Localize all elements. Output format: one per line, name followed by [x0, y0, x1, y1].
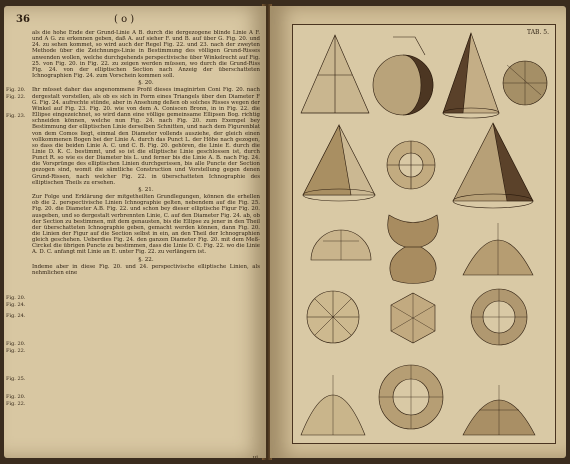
margin-ref: Fig. 20. — [6, 87, 26, 93]
ring-figure — [379, 365, 443, 429]
dome-figure — [311, 230, 371, 260]
margin-ref: Fig. 22. — [6, 348, 26, 354]
signature-mark: ui — [252, 455, 258, 458]
paragraph: als die hohe Ende der Grund-Linie A B. durch die dergezogene blinde Linie A F. und A G. zu erkennen geben, daß A. auf sieher F. und B. auf über G. Fig. 20. und 24. zu sehen kommet, so wird auch der Regel Fig. 22. und 23. nach der zweyten Methode über die Zeichnungs-Linie in Bestimmung des völligen Grund-Risses anwenden wollen, welche durchgehends perspectivische über Winkelrecht auf Fig. 25. von Fig. 20. in Fig. 22. zu zeigen werden müssen, wo durch die Grund-Riss Fig. 24. von der elliptischen Section nach Anzeig der überschatteten Ichnographien Fig. 24. zum Vorschein kommen soll. — [32, 30, 260, 80]
dome-figure — [301, 375, 365, 435]
margin-ref: Fig. 25. — [6, 376, 26, 382]
cone-figure — [443, 33, 499, 118]
margin-ref: Fig. 20. — [6, 394, 26, 400]
vase-figure — [388, 215, 439, 284]
paragraph: Zur Folge und Erklärung der mitgetheilten Grundlegungen, können die erhellen ob die 2. perspectivische Linien Ichnographie gelten, nebendem auf die Fig. 25. Fig. 20. die Diameter A.B. Fig. 22. und schon bey dieser elliptische Figur Fig. 20. ausgeben, und so dergestalt verbrennten Linie, C. auf den Diameter Fig. 24. ab, ob der Section zu bestimmen, mit dem genausten, bis die Ellipse zu jener in den Theil der überschatteten Ichnographie geben, gemacht werden können, dann Fig. 20. die Linien der Figur auf die Section selbst in ein, an den Theil der Ichnographien gleich geschehen. Ueberdies Fig. 24. den ganzen Diameter Fig. 20. mit dem Meß-Circkel die übrigen Puncte zu bestimmen, dass die Linie D. C. Fig. 22. wo die Linie A. D. C. anfangt mit Linie an E. unter Fig. 22. zu verlängern ist. — [32, 194, 260, 256]
page-header — [14, 14, 256, 28]
sphere-figure — [503, 61, 547, 105]
polygon-figure — [391, 293, 435, 343]
section-heading: §. 20. — [138, 80, 154, 87]
margin-ref: Fig. 20. — [6, 341, 26, 347]
body-text — [32, 30, 260, 446]
sphere-figure — [373, 37, 433, 115]
cone-figure — [303, 125, 375, 201]
ring-figure — [471, 289, 527, 345]
star-figure — [307, 291, 359, 343]
disc-figure — [387, 141, 435, 189]
page-number: 36 — [16, 14, 30, 25]
plate-label: TAB. 5. — [527, 29, 549, 36]
paragraph: Ihr müsset daher das angenommene Profil dieses imaginirten Coni Fig. 20. nach dergestalt vorstellen, als ob es sich in Form eines Triangels über den Diameter F G. Fig. 24. aufrechte stünde, aber in Ansehung deßen ob solches Risses wegen der Winkel auf Fig. 23. Fig. 20. wie von dem A. Coniscen Bronn, in in Fig. 22. die Ellipse eingezeichnet, so wird dann eine völlige gemeinsame Ellipsen Bog. richtig schneiden können, welche nun Fig. 24. nach Fig. 20. zum Exempel bey Bestimmung der elliptischen Linie derselben Schnitten, und nach dem Figurenblat von dem Comos liegt, einmal den Diameter vollends ausziehe, der gleich einen vollkommenen Bogen bei der Linie A. durch das Punct L. der Höhe nach gezogen, so dass die beiden Linie A. C. und C. B. Fig. 20. gehören, die Linie E. durch die Linie D. K. C. bestimmt, und so ist die elliptische Linie geschlossen ist, durch Punct R. so wie es der Diameter bis L. und ferner bis die Linie A. B. nach Fig. 24. die Vorsprünge des elliptischen Linien durchgerissen, bis alle Puncte der Section gezogen sind, womit die sämtliche Construction und Vorstellung gegen denen Grund-Rissen, nach welcher Fig. 22. in überschatteten Ichnographie des elliptischen Theils zu ersehen. — [32, 87, 260, 186]
margin-ref: Fig. 22. — [6, 401, 26, 407]
margin-ref: Fig. 24. — [6, 302, 26, 308]
plate-figures — [293, 25, 555, 443]
cone-figure — [301, 35, 369, 113]
section-heading: §. 22. — [138, 256, 154, 263]
margin-ref: Fig. 24. — [6, 313, 26, 319]
cone-figure — [453, 123, 533, 208]
margin-ref: Fig. 22. — [6, 94, 26, 100]
engraved-plate — [292, 24, 556, 444]
margin-ref: Fig. 20. — [6, 295, 26, 301]
paragraph: Indeme aber in diese Fig. 20. und 24. perspectivische elliptische Linien, als nehmlichen eine — [32, 263, 260, 276]
dome-figure — [463, 385, 535, 435]
section-heading: §. 21. — [138, 186, 154, 193]
header-ornament: ( o ) — [114, 14, 135, 25]
left-page — [4, 6, 266, 458]
dome-figure — [463, 223, 533, 275]
margin-figure-refs — [6, 30, 32, 446]
margin-ref: Fig. 23. — [6, 113, 26, 119]
